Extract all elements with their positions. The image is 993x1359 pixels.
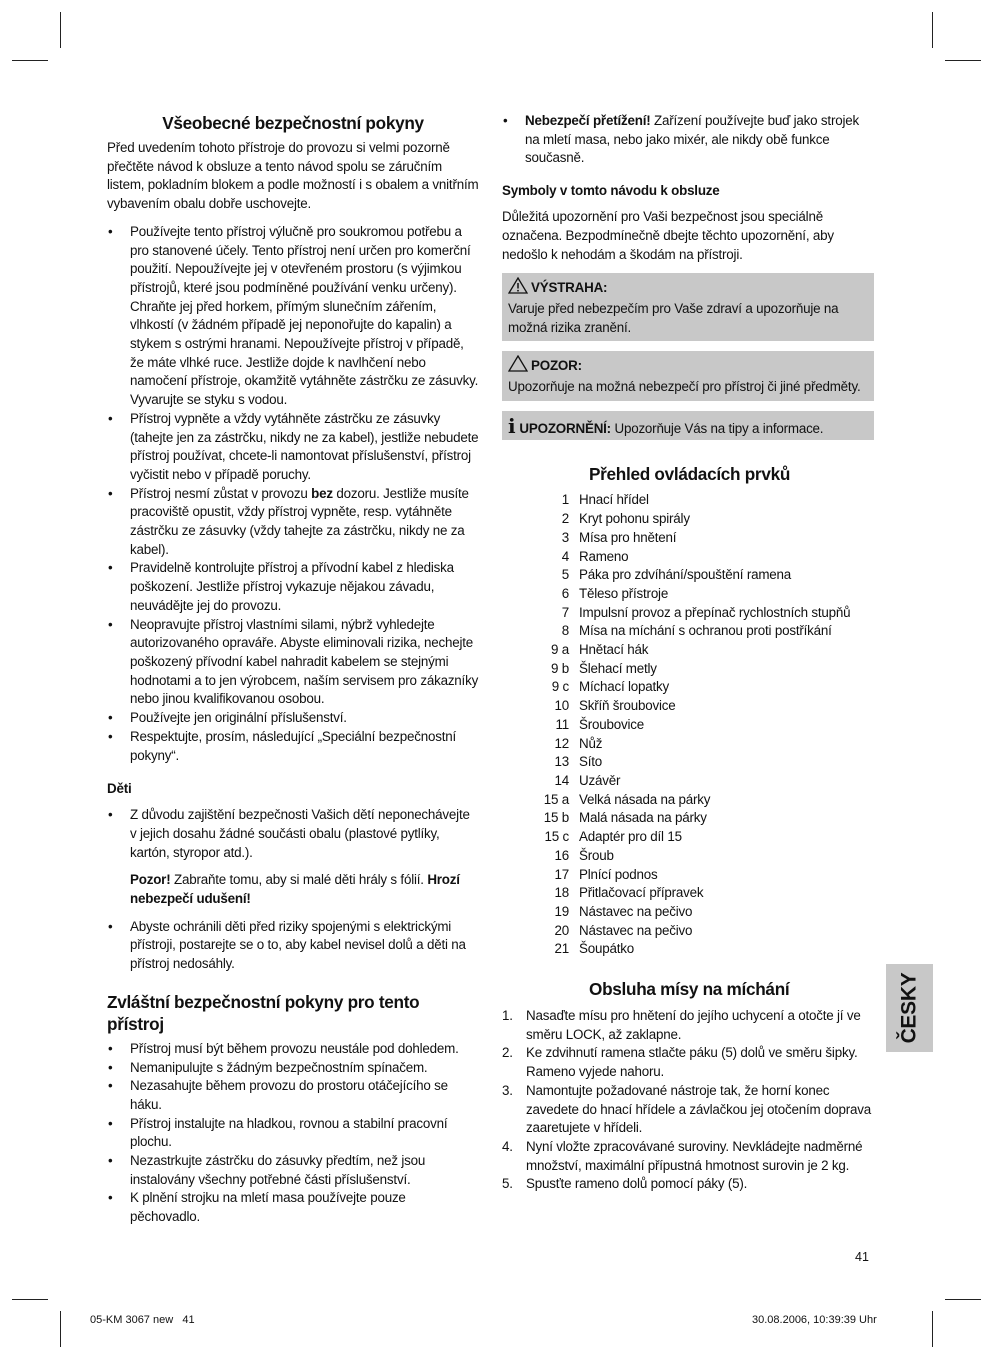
part-number: 11 — [555, 716, 569, 732]
list-item — [502, 828, 874, 847]
step-text: Namontujte požadované nástroje tak, že horní konec zavedete do hnací hřídele a závlačkou jej otočením doprava zaaretujete v hřídeli. — [526, 1082, 871, 1136]
part-number: 13 — [554, 754, 569, 770]
part-number: 15 c — [544, 829, 569, 845]
left-column — [107, 112, 479, 1227]
part-number: 9 b — [550, 660, 569, 676]
crop-mark — [60, 12, 61, 48]
step-text: Nasaďte mísu pro hnětení do jejího uchycení a otočte jí ve směru LOCK, až zaklapne. — [526, 1008, 861, 1042]
crop-mark — [932, 12, 933, 48]
pozor-label: Pozor! — [130, 872, 171, 888]
list-item: • Přístroj musí být během provozu neustále pod dohledem. — [107, 1040, 479, 1059]
crop-mark — [60, 1311, 61, 1347]
list-item — [502, 529, 874, 548]
safety-list — [107, 223, 479, 765]
crop-mark — [12, 1299, 48, 1300]
part-label: Skříň šroubovice — [579, 698, 676, 714]
list-item — [502, 753, 874, 772]
part-label: Malá násada na párky — [579, 810, 707, 826]
language-tab — [886, 964, 933, 1052]
list-item — [502, 604, 874, 623]
list-item — [502, 622, 874, 641]
part-number: 4 — [561, 548, 569, 564]
part-number: 9 a — [550, 642, 569, 658]
part-label: Velká násada na párky — [579, 791, 711, 807]
list-item — [502, 1007, 874, 1044]
symbols-heading: Symboly v tomto návodu k obsluze — [502, 183, 720, 199]
part-number: 18 — [554, 885, 569, 901]
caution-text: Upozorňuje na možná nebezpečí pro přístroj či jiné předměty. — [508, 379, 861, 395]
part-label: Plnící podnos — [579, 866, 658, 882]
list-item — [502, 1082, 874, 1138]
warning-box — [502, 273, 874, 341]
part-number: 20 — [554, 922, 569, 938]
list-item: • Neopravujte přístroj vlastními silami, nýbrž vyhledejte autorizovaného opraváře. Abyste eliminovali rizika, nechejte poškozený přívodní kabel nahradit kabelem se stejnými hodnotami a to jen výrobcem, naším servisem pro zákazníky nebo jinou kvalifikovanou osobou. — [107, 616, 479, 710]
part-label: Adaptér pro díl 15 — [579, 829, 682, 845]
part-label: Míchací lopatky — [579, 679, 670, 695]
part-label: Nůž — [579, 735, 603, 751]
list-item: • K plnění strojku na mletí masa používejte pouze pěchovadlo. — [107, 1189, 479, 1226]
list-item — [502, 678, 874, 697]
part-label: Rameno — [579, 548, 629, 564]
warning-title-row — [508, 277, 868, 300]
footer-right: 30.08.2006, 10:39:39 Uhr — [752, 1314, 877, 1326]
part-number: 3 — [561, 529, 569, 545]
note-title: UPOZORNĚNÍ: — [519, 420, 611, 436]
part-number: 15 a — [543, 791, 569, 807]
part-number: 7 — [561, 604, 569, 620]
part-label: Šroubovice — [579, 716, 644, 732]
list-item — [107, 485, 479, 560]
list-item — [502, 735, 874, 754]
step-number: 2. — [502, 1045, 513, 1061]
list-item — [502, 809, 874, 828]
overload-list — [502, 112, 874, 168]
part-label: Páka pro zdvíhání/spouštění ramena — [579, 567, 792, 583]
pozor-text: Zabraňte tomu, aby si malé děti hrály s fólií. — [170, 872, 428, 888]
list-item — [502, 1138, 874, 1175]
special-list — [107, 1040, 479, 1227]
list-item-bold: bez — [311, 485, 333, 501]
special-safety-heading: Zvláštní bezpečnostní pokyny pro tento přístroj — [107, 991, 420, 1034]
list-item: • Používejte jen originální příslušenství. — [107, 709, 479, 728]
caution-triangle-icon — [508, 355, 528, 378]
list-item-text: dozoru. Jestliže musíte pracoviště opustit, vždy přístroj vypněte, resp. vytáhněte zástrčku ze zásuvky (vždy tahejte za zástrčku, nikdy ne za kabel). — [130, 485, 469, 557]
children-list — [107, 806, 479, 862]
step-text: Ke zdvihnutí ramena stlačte páku (5) dolů ve směru šipky. Rameno vyjede nahoru. — [526, 1045, 858, 1080]
part-number: 14 — [554, 772, 569, 788]
list-item — [502, 641, 874, 660]
list-item — [502, 1175, 874, 1194]
list-item: • Pravidelně kontrolujte přístroj a přívodní kabel z hlediska poškození. Jestliže přístroj vykazuje nějakou závadu, neuvádějte jej do provozu. — [107, 559, 479, 615]
note-box — [502, 411, 874, 441]
part-label: Kryt pohonu spirály — [579, 511, 690, 527]
list-item — [502, 847, 874, 866]
children-heading: Děti — [107, 781, 132, 797]
caution-box — [502, 351, 874, 400]
caution-title: POZOR: — [531, 358, 582, 374]
part-number: 1 — [561, 492, 569, 508]
part-label: Nástavec na pečivo — [579, 903, 693, 919]
part-label: Mísa na míchání s ochranou proti postříkání — [579, 623, 832, 639]
warning-title: VÝSTRAHA: — [531, 280, 608, 296]
part-number: 10 — [554, 698, 569, 714]
list-item — [502, 660, 874, 679]
list-item — [502, 510, 874, 529]
list-item — [502, 922, 874, 941]
list-item — [502, 772, 874, 791]
part-number: 21 — [554, 941, 569, 957]
symbols-paragraph: Důležitá upozornění pro Vaši bezpečnost jsou speciálně označena. Bezpodmínečně dbejte těchto upozornění, aby nedošlo k nehodám a škodám na přístroji. — [502, 209, 834, 262]
step-text: Nyní vložte zpracovávané suroviny. Nevkládejte nadměrné množství, maximální přípustná hmotnost surovin je 2 kg. — [526, 1138, 863, 1173]
list-item: • Nemanipulujte s žádným bezpečnostním spínačem. — [107, 1059, 479, 1078]
part-label: Mísa pro hnětení — [579, 529, 677, 545]
part-number: 8 — [561, 623, 569, 639]
part-label: Šroub — [579, 847, 614, 863]
warning-text: Varuje před nebezpečím pro Vaše zdraví a upozorňuje na možná rizika zranění. — [508, 300, 839, 335]
part-number: 16 — [554, 847, 569, 863]
part-number: 6 — [561, 585, 569, 601]
part-number: 5 — [561, 567, 569, 583]
list-item — [502, 697, 874, 716]
part-number: 15 b — [543, 810, 569, 826]
part-label: Těleso přístroje — [579, 585, 669, 601]
parts-list — [502, 491, 874, 959]
list-item: • Přístroj vypněte a vždy vytáhněte zástrčku ze zásuvky (tahejte jen za zástrčku, nikdy ne za kabel), jestliže nebudete přístroj používat, chcete-li namontovat příslušenství, přístroj vyčistit nebo v případě poruchy. — [107, 410, 479, 485]
part-number: 19 — [554, 903, 569, 919]
intro-paragraph: Před uvedením tohoto přístroje do provozu si velmi pozorně přečtěte návod k obsluze a tento návod spolu se záručním listem, pokladním blokem a podle možností i s obalem a vnitřním vybavením obalu dobře uschovejte. — [107, 140, 479, 212]
part-label: Šoupátko — [579, 941, 634, 957]
list-item — [502, 866, 874, 885]
info-icon: i — [508, 413, 516, 438]
right-column — [502, 112, 874, 1194]
warning-triangle-icon — [508, 277, 528, 300]
part-number: 2 — [561, 511, 569, 527]
list-item: • Nezastrkujte zástrčku do zásuvky předtím, než jsou instalovány všechny potřebné části příslušenství. — [107, 1152, 479, 1189]
part-number: 12 — [554, 735, 569, 751]
list-item — [502, 940, 874, 959]
part-label: Uzávěr — [579, 772, 621, 788]
list-item — [502, 566, 874, 585]
pozor-paragraph — [107, 871, 479, 908]
part-label: Šlehací metly — [579, 660, 657, 676]
list-item — [502, 903, 874, 922]
general-safety-heading: Všeobecné bezpečnostní pokyny — [162, 113, 424, 133]
step-text: Spusťte rameno dolů pomocí páky (5). — [526, 1176, 748, 1192]
list-item — [502, 548, 874, 567]
controls-heading: Přehled ovládacích prvků — [589, 464, 791, 485]
note-text: Upozorňuje Vás na tipy a informace. — [610, 420, 824, 436]
part-label: Síto — [579, 754, 603, 770]
list-item-text: Přístroj nesmí zůstat v provozu — [130, 485, 312, 501]
list-item — [502, 585, 874, 604]
list-item: • Používejte tento přístroj výlučně pro soukromou potřebu a pro stanovené účely. Tento přístroj není určen pro komerční použití. Nepoužívejte jej v otevřeném prostoru (s výjimkou přístrojů, které jsou podmíněné používání venku určeny). Chraňte jej před horkem, přímým slunečním zářením, vlhkostí (v žádném případě jej neponořujte do kapalin) a stykem s ostrými hranami. Nepoužívejte přístroj v případě, že máte vlhké ruce. Jestliže dojde k navlhčení nebo namočení přístroje, okamžitě vytáhněte zástrčku ze zásuvky. Vyvarujte se styku s vodou. — [107, 223, 479, 410]
list-item — [502, 491, 874, 510]
crop-mark — [945, 1299, 981, 1300]
footer-left: 05-KM 3067 new 41 — [90, 1314, 195, 1326]
language-tab-label: ČESKY — [897, 972, 921, 1044]
crop-mark — [12, 60, 48, 61]
part-label: Přitlačovací přípravek — [579, 885, 704, 901]
crop-mark — [932, 1311, 933, 1347]
part-label: Hnací hřídel — [579, 492, 649, 508]
page-number: 41 — [855, 1250, 869, 1264]
overload-label: Nebezpečí přetížení! — [525, 113, 651, 128]
list-item: • Přístroj instalujte na hladkou, rovnou a stabilní pracovní plochu. — [107, 1115, 479, 1152]
step-number: 4. — [502, 1138, 513, 1154]
list-item: • Respektujte, prosím, následující „Speciální bezpečnostní pokyny“. — [107, 728, 479, 765]
caution-title-row — [508, 355, 868, 378]
part-number: 9 c — [551, 679, 569, 695]
step-number: 5. — [502, 1176, 513, 1192]
list-item — [502, 716, 874, 735]
list-item: • Z důvodu zajištění bezpečnosti Vašich dětí neponechávejte v jejich dosahu žádné součásti obalu (plastové pytlíky, kartón, styropor atd.). — [107, 806, 479, 862]
part-label: Hnětací hák — [579, 642, 649, 658]
part-number: 17 — [554, 866, 569, 882]
steps-list — [502, 1007, 874, 1194]
overload-text: Zařízení používejte buď jako strojek na mletí masa, nebo jako mixér, ale nikdy obě funkce současně. — [525, 113, 859, 166]
step-number: 3. — [502, 1082, 513, 1098]
children-list — [107, 918, 479, 974]
list-item — [502, 884, 874, 903]
step-number: 1. — [502, 1008, 513, 1024]
part-label: Nástavec na pečivo — [579, 922, 693, 938]
list-item — [502, 112, 874, 168]
list-item — [502, 791, 874, 810]
crop-mark — [945, 60, 981, 61]
part-label: Impulsní provoz a přepínač rychlostních stupňů — [579, 604, 851, 620]
list-item — [502, 1044, 874, 1081]
pozor-warning: Hrozí nebezpečí udušení! — [130, 872, 460, 907]
operation-heading: Obsluha mísy na míchání — [589, 979, 790, 1000]
list-item: • Nezasahujte během provozu do prostoru otáčejícího se háku. — [107, 1077, 479, 1114]
list-item: • Abyste ochránili děti před riziky spojenými s elektrickými přístroji, postarejte se o to, aby kabel nevisel dolů a děti na přístroj nedosáhly. — [107, 918, 479, 974]
